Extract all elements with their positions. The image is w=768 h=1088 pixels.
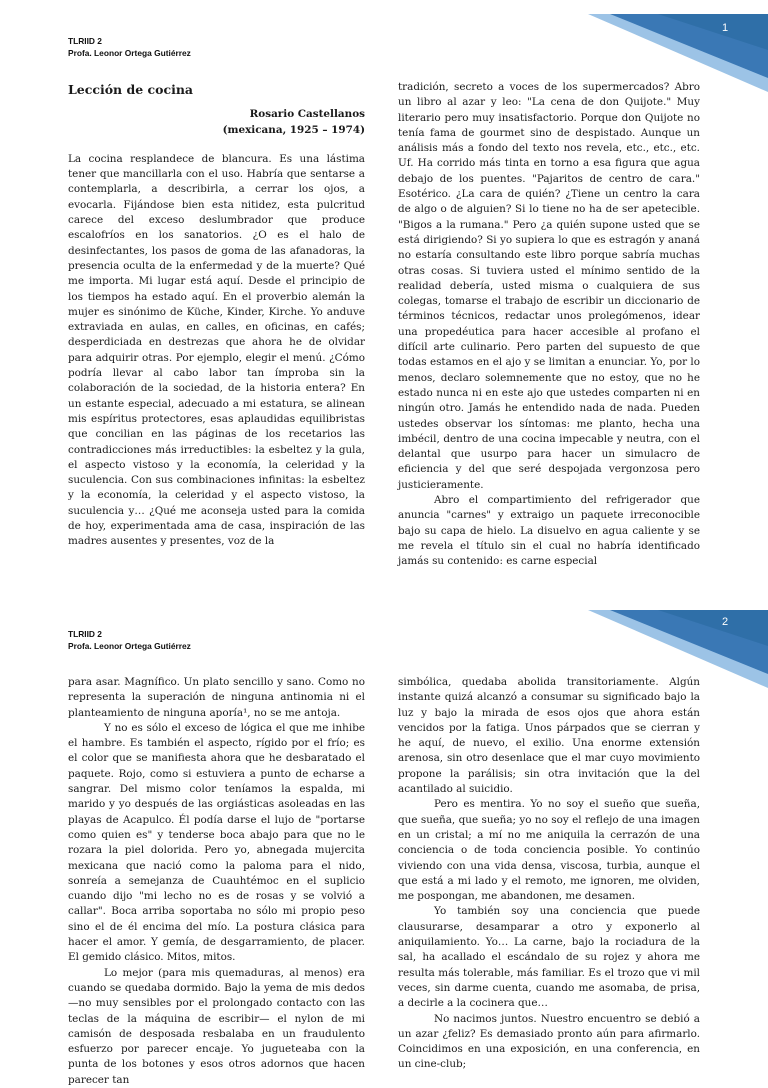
author-name: Rosario Castellanos bbox=[249, 108, 365, 121]
paragraph: Abro el compartimiento del refrigerador que anuncia "carnes" y extraigo un paquete irreconocible bajo su capa de hielo. La disuelvo en agua caliente y se me revela el título sin el cual no habría identificado jamás su contenido: es carne especial bbox=[398, 494, 700, 568]
document-header bbox=[68, 628, 191, 652]
page2-left-column bbox=[68, 675, 365, 1088]
course-code: TLRIID 2 bbox=[68, 629, 102, 639]
paragraph: Yo también soy una conciencia que puede clausurarse, desamparar a otro y exponerlo al aniquilamiento. Yo… La carne, bajo la rociadura de la sal, ha acallado el escándalo de su rojez y ahora me resulta más tolerable, más familiar. Es el trozo que vi mil veces, sin darme cuenta, cuando me asomaba, de prisa, a decirle a la cocinera que… bbox=[398, 905, 700, 1010]
paragraph: tradición, secreto a voces de los supermercados? Abro un libro al azar y leo: "La cena de don Quijote." Muy literario pero muy insatisfactorio. Porque don Quijote no tenía fama de gourmet sino de despistado. Aunque un análisis más a fondo del texto nos revela, etc., etc., etc. Uf. Ha corrido más tinta en torno a esa figura que agua debajo de los puentes. "Pajaritos de centro de cara." Esotérico. ¿La cara de quién? ¿Tiene un centro la cara de algo o de alguien? Si lo tiene no ha de ser apetecible. "Bigos a la rumana." Pero ¿a quién supone usted que se está dirigiendo? Si yo supiera lo que es estragón y ananá no estaría consultando este libro porque sabría muchas otras cosas. Si tuviera usted el mínimo sentido de la realidad debería, usted misma o cualquiera de sus colegas, tomarse el trabajo de escribir un diccionario de términos técnicos, redactar unos prolegómenos, idear una propedéutica para hacer accesible al profano el difícil arte culinario. Pero parten del supuesto de que todas estamos en el ajo y se limitan a enunciar. Yo, por lo menos, declaro solemnemente que no estoy, que no he estado nunca ni en este ajo que ustedes comparten ni en ningún otro. Jamás he entendido nada de nada. Pueden ustedes observar los síntomas: me planto, hecha una imbécil, dentro de una cocina impecable y neutra, con el delantal que usurpo para hacer un simulacro de eficiencia y del que seré despojada vergonzosa pero justicieramente. bbox=[398, 81, 700, 491]
author-dates: (mexicana, 1925 – 1974) bbox=[222, 123, 365, 136]
paragraph: para asar. Magnífico. Un plato sencillo y sano. Como no representa la superación de ninguna antinomia ni el planteamiento de ninguna aporía¹, no se me antoja. bbox=[68, 676, 365, 719]
teacher-name: Profa. Leonor Ortega Gutiérrez bbox=[68, 48, 191, 58]
page-2 bbox=[0, 598, 768, 1086]
page-number: 1 bbox=[722, 22, 729, 34]
paragraph: No nacimos juntos. Nuestro encuentro se debió a un azar ¿feliz? Es demasiado pronto aún para afirmarlo. Coincidimos en una exposición, en una conferencia, en un cine-club; bbox=[398, 1012, 700, 1071]
course-code: TLRIID 2 bbox=[68, 36, 102, 46]
paragraph: simbólica, quedaba abolida transitoriamente. Algún instante quizá alcanzó a consumar su significado bajo la luz y bajo la mirada de esos ojos que ahora están vencidos por la fatiga. Unos párpados que se cierran y he aquí, de nuevo, el exilio. Una enorme extensión arenosa, sin otro desenlace que el mar cuyo movimiento propone la parálisis; sin otra invitación que la del acantilado al suicidio. bbox=[398, 676, 700, 796]
paragraph: Pero es mentira. Yo no soy el sueño que sueña, que sueña, que sueña; yo no soy el reflejo de una imagen en un cristal; a mí no me aniquila la cerrazón de una conciencia o de toda conciencia posible. Yo continúo viviendo con una vida densa, viscosa, turbia, aunque el que está a mi lado y el remoto, me ignoren, me olviden, me pospongan, me abandonen, me desamen. bbox=[398, 798, 700, 903]
page1-right-column bbox=[398, 80, 700, 570]
page-number: 2 bbox=[722, 616, 729, 628]
author-block bbox=[68, 107, 365, 138]
page1-left-column bbox=[68, 82, 365, 550]
paragraph: Y no es sólo el exceso de lógica el que me inhibe el hambre. Es también el aspecto, rígido por el frío; es el color que se manifiesta ahora que he desbaratado el paquete. Rojo, como si estuviera a punto de echarse a sangrar. Del mismo color teníamos la espalda, mi marido y yo después de las orgiásticas asoleadas en las playas de Acapulco. Él podía darse el lujo de "portarse como quien es" y tenderse boca abajo para que no le rozara la piel dolorida. Pero yo, abnegada mujercita mexicana que nació como la paloma para el nido, sonreía a semejanza de Cuauhtémoc en el suplicio cuando dijo "mi lecho no es de rosas y se volvió a callar". Boca arriba soportaba no sólo mi propio peso sino el de él encima del mío. La postura clásica para hacer el amor. Y gemía, de desgarramiento, de placer. El gemido clásico. Mitos, mitos. bbox=[68, 721, 365, 964]
page2-right-column bbox=[398, 675, 700, 1073]
page-separator bbox=[0, 590, 768, 598]
document-header bbox=[68, 35, 191, 59]
paragraph: La cocina resplandece de blancura. Es una lástima tener que mancillarla con el uso. Habría que sentarse a contemplarla, a describirla, a cerrar los ojos, a evocarla. Fijándose bien esta nitidez, esta pulcritud carece del exceso deslumbrador que produce escalofríos en los sanatorios. ¿O es el halo de desinfectantes, los pasos de goma de las afanadoras, la presencia oculta de la enfermedad y de la muerte? Qué me importa. Mi lugar está aquí. Desde el principio de los tiempos ha estado aquí. En el proverbio alemán la mujer es sinónimo de Küche, Kinder, Kirche. Yo anduve extraviada en aulas, en calles, en oficinas, en cafés; desperdiciada en destrezas que ahora he de olvidar para adquirir otras. Por ejemplo, elegir el menú. ¿Cómo podría llevar al cabo labor tan ímproba sin la colaboración de la sociedad, de la historia entera? En un estante especial, adecuado a mi estatura, se alinean mis espíritus protectores, esas aplaudidas equilibristas que concilian en las páginas de los recetarios las contradicciones más irreductibles: la esbeltez y la gula, el aspecto vistoso y la economía, la celeridad y la suculencia. Con sus combinaciones infinitas: la esbeltez y la economía, la celeridad y el aspecto vistoso, la suculencia y… ¿Qué me aconseja usted para la comida de hoy, experimentada ama de casa, inspiración de las madres ausentes y presentes, voz de la bbox=[68, 152, 365, 548]
teacher-name: Profa. Leonor Ortega Gutiérrez bbox=[68, 641, 191, 651]
paragraph: Lo mejor (para mis quemaduras, al menos) era cuando se quedaba dormido. Bajo la yema de mis dedos —no muy sensibles por el prolongado contacto con las teclas de la máquina de escribir— el nylon de mi camisón de desposada resbalaba en un fraudulento esfuerzo por parecer encaje. Yo jugueteaba con la punta de los botones y esos otros adornos que hacen parecer tan bbox=[68, 966, 365, 1086]
page-title: Lección de cocina bbox=[68, 82, 194, 97]
